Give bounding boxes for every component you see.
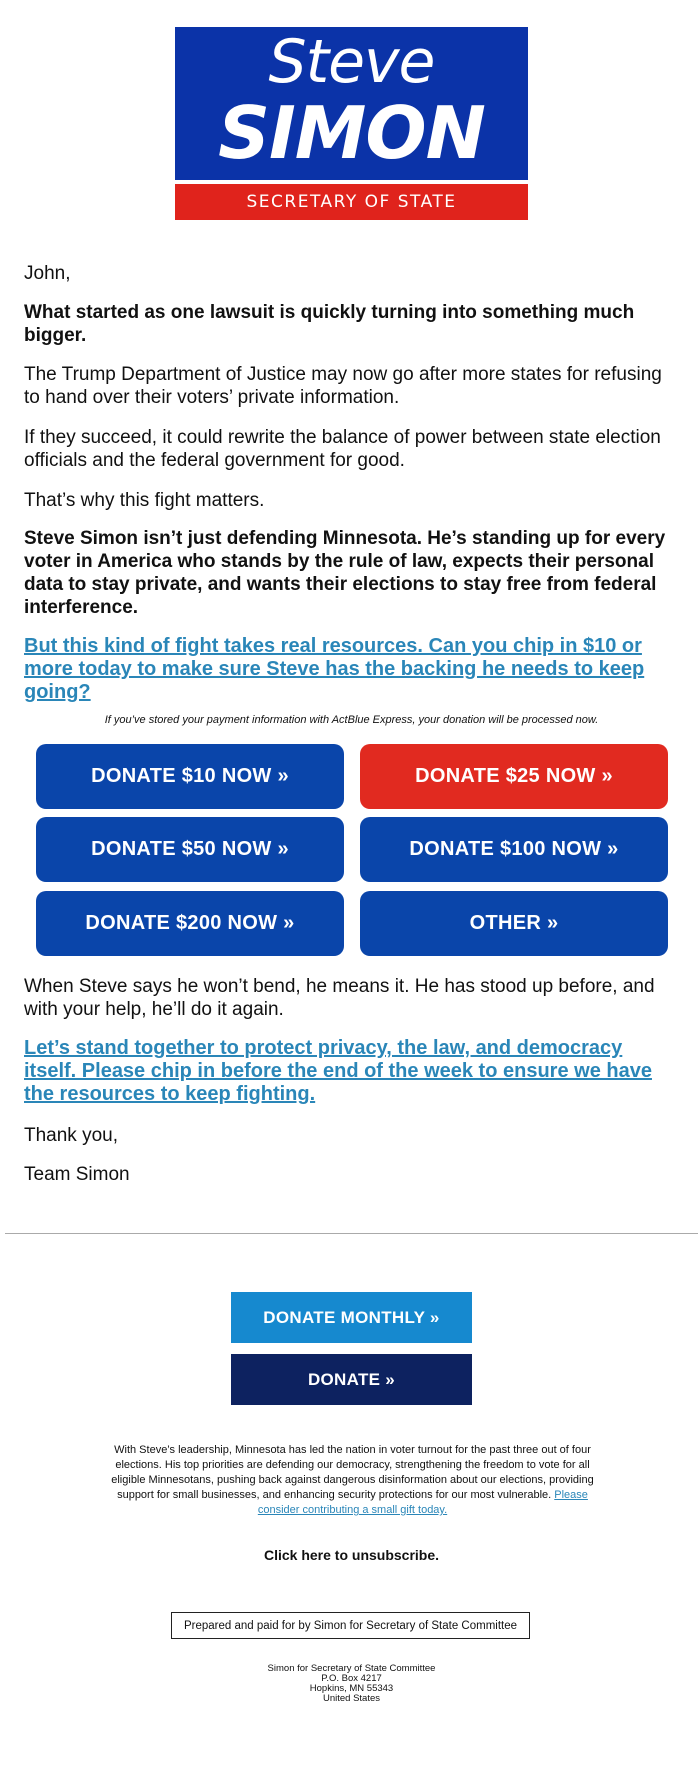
donate-50-button[interactable]: DONATE $50 NOW » — [36, 817, 344, 882]
paragraph-lawsuit: What started as one lawsuit is quickly turning into something much bigger. — [24, 302, 635, 346]
logo-last-name: SIMON — [218, 91, 485, 175]
logo-first-name: Steve — [268, 27, 435, 97]
footer-about — [100, 1443, 605, 1518]
logo-tagline: SECRETARY OF STATE — [246, 192, 457, 212]
signature: Team Simon — [24, 1164, 130, 1185]
paragraph-balance: If they succeed, it could rewrite the balance of power between state election officials and the federal government for good. — [24, 427, 661, 471]
paragraph-fight-matters: That’s why this fight matters. — [24, 490, 265, 511]
donate-monthly-button[interactable]: DONATE MONTHLY » — [231, 1292, 472, 1343]
address-line-4: United States — [322, 1693, 381, 1704]
paragraph-wont-bend: When Steve says he won’t bend, he means it. He has stood up before, and with your help, he’ll do it again. — [24, 976, 655, 1020]
donate-10-button[interactable]: DONATE $10 NOW » — [36, 744, 344, 809]
paragraph-doj: The Trump Department of Justice may now go after more states for refusing to hand over their voters’ private information. — [24, 364, 662, 408]
unsubscribe-link[interactable]: Click here to unsubscribe. — [263, 1547, 440, 1563]
signoff: Thank you, — [24, 1125, 118, 1146]
actblue-note: If you’ve stored your payment information with ActBlue Express, your donation will be processed now. — [104, 714, 599, 726]
footer-divider — [5, 1233, 698, 1234]
mailing-address — [200, 1664, 503, 1704]
address-line-2: P.O. Box 4217 — [321, 1673, 382, 1684]
paragraph-steve-simon: Steve Simon isn’t just defending Minnesota. He’s standing up for every voter in America who stands by the rule of law, expects their personal data to stay private, and wants their elections to stay free from federal interference. — [24, 528, 666, 618]
campaign-logo — [175, 27, 528, 220]
greeting: John, — [24, 263, 71, 284]
donate-25-button[interactable]: DONATE $25 NOW » — [360, 744, 668, 809]
address-line-3: Hopkins, MN 55343 — [309, 1683, 394, 1694]
paid-for-disclaimer: Prepared and paid for by Simon for Secretary of State Committee — [171, 1612, 530, 1639]
address-line-1: Simon for Secretary of State Committee — [267, 1663, 436, 1674]
donate-button[interactable]: DONATE » — [231, 1354, 472, 1405]
gift-link[interactable]: Please consider contributing a small gift today. — [257, 1489, 588, 1516]
donate-200-button[interactable]: DONATE $200 NOW » — [36, 891, 344, 956]
footer-about-text: With Steve’s leadership, Minnesota has led the nation in voter turnout for the past three out of four elections. His top priorities are defending our democracy, strengthening the freedom to vote for all eligible Minnesotans, pushing back against dangerous disinformation about our elections, providing support for small businesses, and enhancing security protections for our most vulnerable. — [111, 1444, 594, 1501]
link-chip-in[interactable]: But this kind of fight takes real resources. Can you chip in $10 or more today to make sure Steve has the backing he needs to keep going? — [24, 635, 645, 703]
link-stand-together[interactable]: Let’s stand together to protect privacy, the law, and democracy itself. Please chip in before the end of the week to ensure we have the resources to keep fighting. — [24, 1037, 652, 1105]
donate-other-button[interactable]: OTHER » — [360, 891, 668, 956]
donate-100-button[interactable]: DONATE $100 NOW » — [360, 817, 668, 882]
